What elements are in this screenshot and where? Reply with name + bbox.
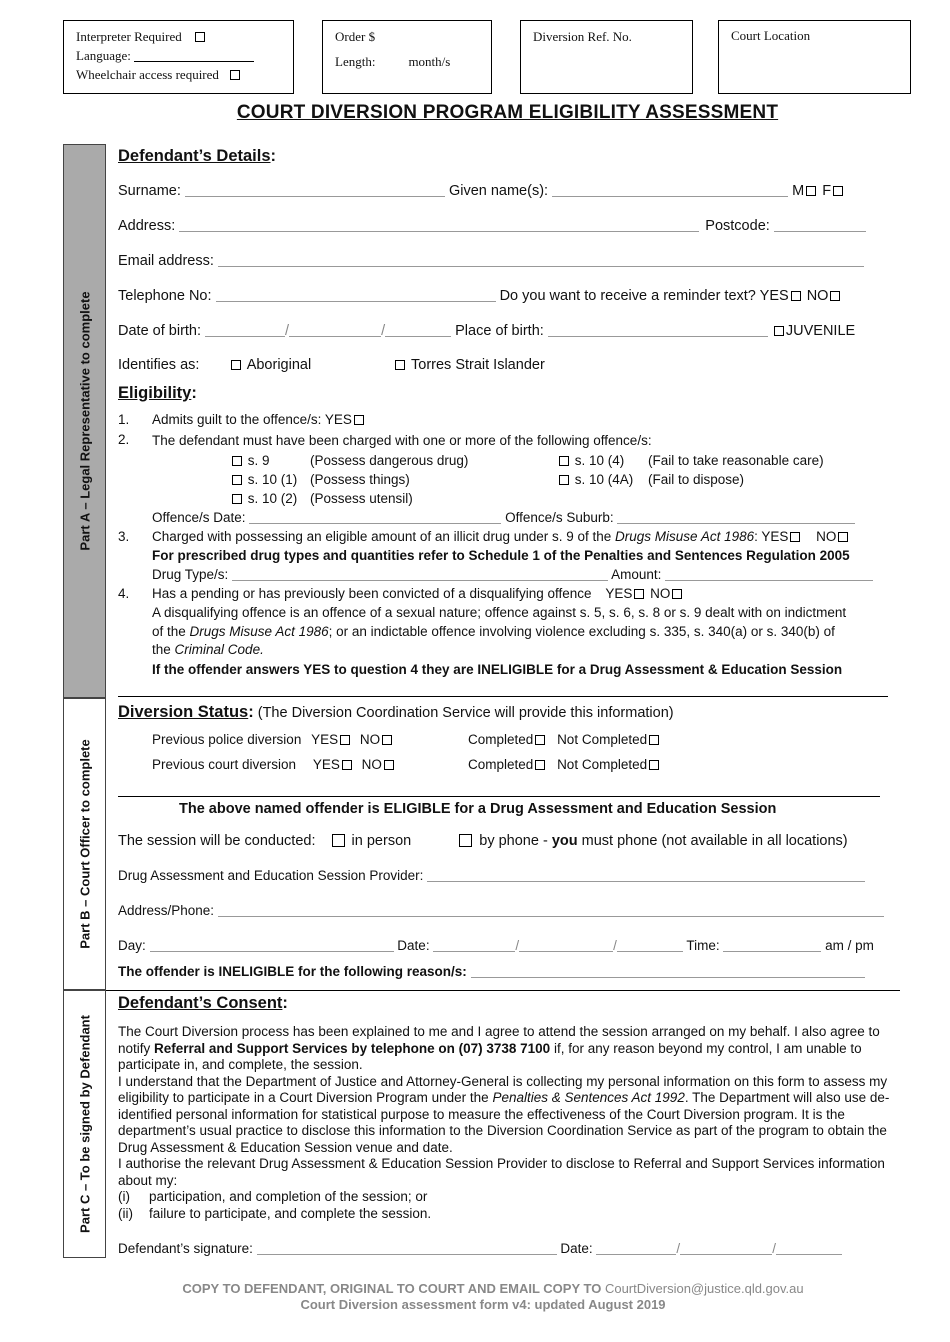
- offence-option: [557, 472, 745, 487]
- drug-type-field[interactable]: [232, 567, 608, 581]
- diversion-yes-checkbox[interactable]: [340, 735, 350, 745]
- q3-row: [152, 529, 850, 544]
- offence-checkbox[interactable]: [559, 475, 569, 485]
- defendant-details-heading: Defendant’s Details:: [118, 147, 277, 165]
- wheelchair-checkbox[interactable]: [230, 70, 240, 80]
- offence-code: s. 10 (2): [247, 491, 298, 506]
- amount-label: Amount:: [611, 567, 662, 582]
- q4-line4: the Criminal Code.: [152, 642, 264, 657]
- dob-label: Date of birth:: [118, 323, 202, 339]
- completed-label: Completed: [468, 757, 534, 772]
- diversion-row-police: [152, 732, 394, 747]
- diversion-no-checkbox[interactable]: [384, 760, 394, 770]
- offence-code: s. 10 (4): [574, 453, 625, 468]
- offence-desc: (Possess dangerous drug): [310, 453, 469, 468]
- must-phone-label: must phone (not available in all locations): [581, 833, 848, 849]
- consent-paragraph-3: I authorise the relevant Drug Assessment & Education Session Provider to disclose to Referral and Support Services information about my:: [118, 1156, 885, 1188]
- months-label: month/s: [408, 54, 451, 69]
- session-row: [118, 833, 848, 849]
- offence-code: s. 9: [247, 453, 270, 468]
- diversion-yes-label: YES: [311, 732, 339, 747]
- diversion-yes-label: YES: [312, 757, 340, 772]
- offence-date-label: Offence/s Date:: [152, 510, 246, 525]
- offence-checkbox[interactable]: [559, 456, 569, 466]
- diversion-no-label: NO: [361, 757, 382, 772]
- q1-number: 1.: [118, 412, 130, 427]
- offence-code: s. 10 (4A): [574, 472, 634, 487]
- ineligible-row: [118, 964, 865, 979]
- footer-line-1: COPY TO DEFENDANT, ORIGINAL TO COURT AND EMAIL COPY TO CourtDiversion@justice.qld.gov.au: [182, 1281, 804, 1296]
- footer-line-2: Court Diversion assessment form v4: updated August 2019: [300, 1297, 666, 1312]
- by-phone-checkbox[interactable]: [459, 834, 472, 847]
- order-box: [322, 20, 492, 94]
- part-c-label: Part C – To be signed by Defendant: [77, 1015, 92, 1233]
- sidebar-part-b: [63, 698, 106, 990]
- divider: [118, 796, 880, 797]
- diversion-yes-checkbox[interactable]: [342, 760, 352, 770]
- signature-row: Defendant’s signature: Date: / /: [118, 1241, 842, 1256]
- by-phone-label: by phone -: [479, 833, 548, 849]
- order-label[interactable]: Order $: [335, 29, 376, 44]
- time-label: Time:: [686, 938, 720, 953]
- q4-line2: A disqualifying offence is an offence of a sexual nature; offence against s. 5, s. 6, s. 8 or s. 9 dealt with on indictment: [152, 605, 847, 620]
- juvenile-label: JUVENILE: [785, 323, 856, 339]
- q3-bold-note: For prescribed drug types and quantities refer to Schedule 1 of the Penalties and Sentences Regulation 2005: [152, 548, 850, 563]
- date-label: Date:: [397, 938, 430, 953]
- q3-yes-label: : YES: [754, 529, 789, 544]
- eligibility-heading: Eligibility:: [118, 384, 197, 402]
- drug-type-row: [152, 567, 873, 582]
- identifies-row: [118, 357, 545, 373]
- not-completed-label: Not Completed: [557, 757, 648, 772]
- diversion-note: (The Diversion Coordination Service will provide this information): [257, 705, 674, 721]
- sex-f-checkbox[interactable]: [833, 186, 843, 196]
- language-field[interactable]: [134, 48, 254, 62]
- am-pm-label: am / pm: [825, 938, 874, 953]
- part-a-label: Part A – Legal Representative to complete: [77, 291, 92, 551]
- offence-option: [230, 472, 410, 487]
- dob-day-field[interactable]: [205, 323, 285, 337]
- offence-desc: (Fail to take reasonable care): [648, 453, 824, 468]
- offence-suburb-label: Offence/s Suburb:: [505, 510, 614, 525]
- date-day-field[interactable]: [433, 938, 515, 952]
- not-completed-checkbox[interactable]: [649, 735, 659, 745]
- pob-label: Place of birth:: [455, 323, 544, 339]
- signature-date-month-field[interactable]: [680, 1241, 772, 1255]
- diversion-row-label: Previous police diversion: [152, 732, 302, 747]
- q1-row: [152, 412, 366, 427]
- session-label: The session will be conducted:: [118, 833, 316, 849]
- identifies-label: Identifies as:: [118, 357, 200, 373]
- dob-slash: /: [285, 323, 290, 339]
- q1-yes-label: YES: [324, 412, 352, 427]
- q4-bold-note: If the offender answers YES to question 4 they are INELIGIBLE for a Drug Assessment & Education Session: [152, 662, 843, 677]
- interpreter-label: Interpreter Required: [76, 29, 182, 44]
- q2-number: 2.: [118, 432, 130, 447]
- surname-label: Surname:: [118, 183, 181, 199]
- diversion-completed-police: [468, 732, 661, 747]
- surname-field[interactable]: [185, 183, 445, 197]
- q4-line3: of the Drugs Misuse Act 1986; or an indictable offence involving violence excluding s. 335, s. 340(a) or s. 340(b) of: [152, 624, 835, 639]
- q4-no-label: NO: [650, 586, 671, 601]
- sex-f-label: F: [822, 183, 832, 199]
- signature-label: Defendant’s signature:: [118, 1241, 253, 1256]
- q3-act: Drugs Misuse Act 1986: [615, 529, 755, 544]
- consent-heading: Defendant’s Consent:: [118, 994, 288, 1012]
- offence-option: [230, 453, 469, 468]
- given-names-label: Given name(s):: [448, 183, 549, 199]
- divider: [118, 696, 888, 697]
- offence-option: [230, 491, 413, 506]
- consent-item: (ii) failure to participate, and complete the session.: [118, 1205, 432, 1221]
- q4-no-checkbox[interactable]: [672, 589, 682, 599]
- diversion-ref-box[interactable]: [520, 20, 693, 94]
- offence-option: [557, 453, 824, 468]
- surname-row: [118, 183, 845, 199]
- reminder-no-checkbox[interactable]: [830, 291, 840, 301]
- signature-date-year-field[interactable]: [776, 1241, 842, 1255]
- provider-label: Drug Assessment and Education Session Provider:: [118, 868, 424, 883]
- court-location-box[interactable]: [718, 20, 911, 94]
- q1-text: Admits guilt to the offence/s:: [152, 412, 322, 427]
- in-person-label: in person: [351, 833, 412, 849]
- offence-date-row: [152, 510, 855, 525]
- offence-desc: (Possess things): [310, 472, 410, 487]
- provider-row: [118, 868, 865, 883]
- ineligible-label: The offender is INELIGIBLE for the following reason/s:: [118, 964, 467, 979]
- q4-number: 4.: [118, 586, 130, 601]
- q3-no-label: NO: [816, 529, 837, 544]
- reminder-yes-label: YES: [759, 288, 789, 304]
- amount-field[interactable]: [665, 567, 873, 581]
- not-completed-checkbox[interactable]: [649, 760, 659, 770]
- offence-checkbox[interactable]: [232, 475, 242, 485]
- consent-item: (i) participation, and completion of the session; or: [118, 1189, 428, 1204]
- interpreter-box: [63, 20, 294, 94]
- completed-checkbox[interactable]: [535, 760, 545, 770]
- date-month-field[interactable]: [519, 938, 613, 952]
- drug-type-label: Drug Type/s:: [152, 567, 229, 582]
- offence-date-field[interactable]: [249, 510, 501, 524]
- q4-yes-checkbox[interactable]: [634, 589, 644, 599]
- diversion-status-row: [118, 703, 674, 722]
- completed-checkbox[interactable]: [535, 735, 545, 745]
- you-label: you: [551, 833, 578, 849]
- language-label: Language:: [76, 48, 131, 63]
- q4-yes-label: YES: [605, 586, 633, 601]
- postcode-field[interactable]: [774, 218, 866, 232]
- in-person-checkbox[interactable]: [332, 834, 345, 847]
- signature-date-label: Date:: [560, 1241, 593, 1256]
- sidebar-part-a: [63, 144, 106, 698]
- dob-slash: /: [381, 323, 386, 339]
- session-datetime-row: Day: Date: / / Time: am / pm: [118, 938, 874, 953]
- q4-row: [152, 586, 684, 601]
- wheelchair-label: Wheelchair access required: [76, 67, 219, 82]
- page-title: COURT DIVERSION PROGRAM ELIGIBILITY ASSESSMENT: [236, 102, 779, 123]
- offence-code: s. 10 (1): [247, 472, 298, 487]
- court-location-label: Court Location: [731, 28, 811, 43]
- day-field[interactable]: [150, 938, 394, 952]
- reminder-no-label: NO: [806, 288, 829, 304]
- sidebar-part-c: [63, 990, 106, 1258]
- q2-text: The defendant must have been charged with one or more of the following offence/s:: [152, 433, 652, 448]
- aboriginal-label: Aboriginal: [246, 357, 312, 373]
- address-label: Address:: [118, 218, 176, 234]
- pob-field[interactable]: [548, 323, 768, 337]
- address-row: [118, 218, 866, 234]
- tsi-checkbox[interactable]: [395, 360, 405, 370]
- consent-text: [118, 1024, 902, 1222]
- postcode-label: Postcode:: [705, 218, 770, 234]
- diversion-no-checkbox[interactable]: [382, 735, 392, 745]
- length-label: Length:: [335, 54, 376, 69]
- date-year-field[interactable]: [617, 938, 683, 952]
- email-row: [118, 253, 864, 269]
- footer-email[interactable]: CourtDiversion@justice.qld.gov.au: [604, 1281, 804, 1296]
- sex-m-checkbox[interactable]: [806, 186, 816, 196]
- email-label: Email address:: [118, 253, 214, 269]
- time-field[interactable]: [723, 938, 821, 952]
- consent-paragraph-2: I understand that the Department of Justice and Attorney-General is collecting my personal information on this form to assess my eligibility to participate in a Court Diversion Program under the Penalties & Sentences Act 1992. The Department will also use de-identified personal information for statistical purpose to measure the effectiveness of the Court Diversion program. It is the department’s usual practice to disclose this information to the Diversion Coordination Service as part of the program to obtain the Drug Assessment & Education Session venue and date.: [118, 1073, 890, 1155]
- given-names-field[interactable]: [552, 183, 788, 197]
- dob-row: [118, 323, 855, 339]
- offence-checkbox[interactable]: [232, 494, 242, 504]
- interpreter-checkbox[interactable]: [195, 32, 205, 42]
- part-b-label: Part B – Court Officer to complete: [77, 739, 92, 949]
- reminder-label: Do you want to receive a reminder text?: [499, 288, 756, 304]
- tsi-label: Torres Strait Islander: [411, 357, 545, 373]
- q3-no-checkbox[interactable]: [838, 532, 848, 542]
- diversion-status-heading: Diversion Status:: [118, 703, 254, 721]
- day-label: Day:: [118, 938, 146, 953]
- diversion-ref-label: Diversion Ref. No.: [533, 29, 632, 44]
- divider: [106, 990, 900, 991]
- email-field[interactable]: [218, 253, 864, 267]
- telephone-label: Telephone No:: [118, 288, 212, 304]
- provider-field[interactable]: [427, 868, 865, 882]
- sex-m-label: M: [792, 183, 805, 199]
- signature-date-day-field[interactable]: [596, 1241, 676, 1255]
- q4-text: Has a pending or has previously been convicted of a disqualifying offence: [152, 586, 592, 601]
- q1-yes-checkbox[interactable]: [354, 415, 364, 425]
- address-phone-label: Address/Phone:: [118, 903, 215, 918]
- address-field[interactable]: [179, 218, 699, 232]
- consent-paragraph-1: The Court Diversion process has been explained to me and I agree to attend the session arranged on my behalf. I also agree to notify Referral and Support Services by telephone on (07) 3738 7100 if, for any reason beyond my control, I am unable to participate in, and complete, the session.: [118, 1024, 880, 1072]
- offence-desc: (Fail to dispose): [648, 472, 745, 487]
- telephone-field[interactable]: [216, 288, 496, 302]
- diversion-row-court: [152, 757, 396, 772]
- address-phone-row: [118, 903, 884, 918]
- offence-suburb-field[interactable]: [617, 510, 855, 524]
- eligible-statement: The above named offender is ELIGIBLE for a Drug Assessment and Education Session: [179, 801, 777, 817]
- juvenile-checkbox[interactable]: [774, 326, 784, 336]
- telephone-row: [118, 288, 842, 304]
- offence-desc: (Possess utensil): [310, 491, 413, 506]
- completed-label: Completed: [468, 732, 534, 747]
- ineligible-reason-field[interactable]: [471, 964, 865, 978]
- diversion-completed-court: [468, 757, 661, 772]
- q3-number: 3.: [118, 529, 130, 544]
- not-completed-label: Not Completed: [557, 732, 648, 747]
- signature-field[interactable]: [257, 1241, 557, 1255]
- reminder-yes-checkbox[interactable]: [791, 291, 801, 301]
- diversion-no-label: NO: [359, 732, 381, 747]
- q3-text: Charged with possessing an eligible amount of an illicit drug under s. 9 of the: [152, 529, 612, 544]
- dob-year-field[interactable]: [385, 323, 451, 337]
- address-phone-field[interactable]: [218, 903, 884, 917]
- q3-yes-checkbox[interactable]: [790, 532, 800, 542]
- aboriginal-checkbox[interactable]: [231, 360, 241, 370]
- diversion-row-label: Previous court diversion: [152, 757, 297, 772]
- dob-month-field[interactable]: [289, 323, 381, 337]
- offence-checkbox[interactable]: [232, 456, 242, 466]
